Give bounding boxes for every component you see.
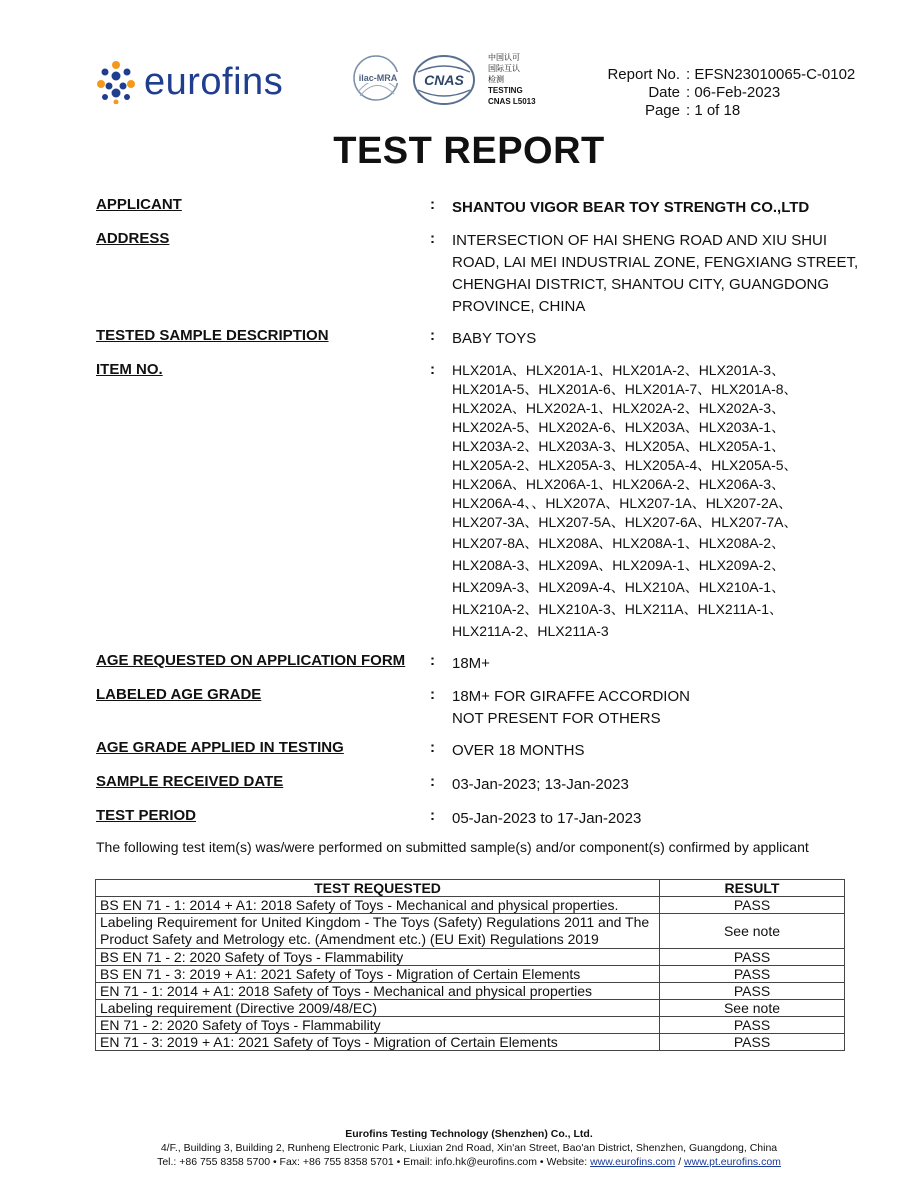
website-link[interactable]: www.eurofins.com	[590, 1156, 676, 1168]
test-cell: EN 71 - 2: 2020 Safety of Toys - Flammability	[96, 1017, 660, 1034]
colon: :	[430, 773, 435, 790]
age-applied-label: AGE GRADE APPLIED IN TESTING	[96, 739, 344, 756]
colon: :	[430, 739, 435, 756]
footer-contact	[0, 1155, 900, 1169]
item-no-label: ITEM NO.	[96, 361, 163, 378]
address-line: INTERSECTION OF HAI SHENG ROAD AND XIU SHUI	[452, 232, 828, 249]
report-no-value: : EFSN23010065-C-0102	[686, 66, 856, 83]
item-no-line: HLX201A、HLX201A-1、HLX201A-2、HLX201A-3、	[452, 362, 786, 378]
labeled-age-line: 18M+ FOR GIRAFFE ACCORDION	[452, 688, 690, 705]
table-row	[96, 983, 845, 1000]
item-no-line: HLX202A、HLX202A-1、HLX202A-2、HLX202A-3、	[452, 400, 786, 416]
item-no-line: HLX207-3A、HLX207-5A、HLX207-6A、HLX207-7A、	[452, 514, 798, 530]
table-row	[96, 1034, 845, 1051]
applicant-label: APPLICANT	[96, 196, 182, 213]
column-header-test: TEST REQUESTED	[96, 880, 660, 897]
address-label: ADDRESS	[96, 230, 170, 247]
item-no-line: HLX207-8A、HLX208A、HLX208A-1、HLX208A-2、	[452, 535, 786, 551]
test-cell: Labeling Requirement for United Kingdom - The Toys (Safety) Regulations 2011 and The Product Safety and Metrology etc. (Amendment etc.) (EU Exit) Regulations 2019	[96, 914, 660, 949]
item-no-line: HLX203A-2、HLX203A-3、HLX205A、HLX205A-1、	[452, 438, 786, 454]
colon: :	[430, 686, 435, 703]
age-applied-value: OVER 18 MONTHS	[452, 742, 585, 759]
link-separator: /	[675, 1156, 685, 1168]
address-line: ROAD, LAI MEI INDUSTRIAL ZONE, FENGXIANG STREET,	[452, 254, 859, 271]
result-cell: PASS	[660, 1017, 845, 1034]
eurofins-dots-icon	[96, 60, 136, 104]
page-title: TEST REPORT	[333, 130, 605, 172]
page-value: : 1 of 18	[686, 102, 741, 119]
cnas-line: 中国认可	[488, 53, 520, 62]
website-pt-link[interactable]: www.pt.eurofins.com	[684, 1156, 781, 1168]
labeled-age-value	[452, 686, 882, 730]
table-row	[96, 949, 845, 966]
address-line: CHENGHAI DISTRICT, SHANTOU CITY, GUANGDONG	[452, 276, 829, 293]
cnas-line: CNAS L5013	[488, 97, 536, 106]
item-no-line: HLX206A、HLX206A-1、HLX206A-2、HLX206A-3、	[452, 476, 786, 492]
colon: :	[430, 361, 435, 378]
footer-contact-text: Tel.: +86 755 8358 5700 • Fax: +86 755 8358 5701 • Email: info.hk@eurofins.com • Website:	[157, 1156, 591, 1168]
page-label: Page	[644, 102, 680, 119]
address-value	[452, 230, 882, 318]
report-no-label: Report No.	[607, 66, 680, 83]
table-row	[96, 897, 845, 914]
age-requested-label: AGE REQUESTED ON APPLICATION FORM	[96, 652, 406, 669]
sample-desc-label: TESTED SAMPLE DESCRIPTION	[96, 327, 329, 344]
cnas-icon	[414, 56, 474, 104]
result-cell: See note	[660, 914, 845, 949]
applicant-value: SHANTOU VIGOR BEAR TOY STRENGTH CO.,LTD	[452, 199, 810, 216]
footer-address: 4/F., Building 3, Building 2, Runheng Electronic Park, Liuxian 2nd Road, Xin'an Street, Bao'an District, Shenzhen, Guangdong, China	[160, 1142, 778, 1154]
colon: :	[430, 652, 435, 669]
column-header-result: RESULT	[660, 880, 845, 897]
age-requested-value: 18M+	[452, 655, 490, 672]
item-no-line: HLX201A-5、HLX201A-6、HLX201A-7、HLX201A-8、	[452, 381, 798, 397]
table-row	[96, 914, 845, 949]
cnas-line: 国际互认	[488, 64, 520, 73]
item-no-line: HLX211A-2、HLX211A-3	[452, 623, 609, 639]
ilac-mra-icon	[354, 56, 402, 100]
eurofins-logo	[96, 60, 283, 104]
result-cell: See note	[660, 1000, 845, 1017]
test-cell: BS EN 71 - 1: 2014 + A1: 2018 Safety of Toys - Mechanical and physical properties.	[96, 897, 660, 914]
colon: :	[430, 196, 435, 213]
test-cell: EN 71 - 3: 2019 + A1: 2021 Safety of Toys - Migration of Certain Elements	[96, 1034, 660, 1051]
table-row	[96, 1017, 845, 1034]
item-no-line: HLX202A-5、HLX202A-6、HLX203A、HLX203A-1、	[452, 419, 786, 435]
test-cell: BS EN 71 - 2: 2020 Safety of Toys - Flammability	[96, 949, 660, 966]
svg-text:ilac-MRA: ilac-MRA	[358, 73, 398, 83]
test-period-value: 05-Jan-2023 to 17-Jan-2023	[452, 810, 642, 827]
cnas-line: TESTING	[488, 86, 523, 95]
date-label: Date	[648, 84, 680, 101]
received-date-label: SAMPLE RECEIVED DATE	[96, 773, 284, 790]
table-row	[96, 1000, 845, 1017]
svg-text:CNAS: CNAS	[424, 72, 464, 88]
table-row	[96, 966, 845, 983]
test-cell: BS EN 71 - 3: 2019 + A1: 2021 Safety of Toys - Migration of Certain Elements	[96, 966, 660, 983]
footer-company: Eurofins Testing Technology (Shenzhen) Co., Ltd.	[345, 1128, 593, 1140]
table-header-row	[96, 880, 845, 897]
test-cell: EN 71 - 1: 2014 + A1: 2018 Safety of Toys - Mechanical and physical properties	[96, 983, 660, 1000]
result-cell: PASS	[660, 949, 845, 966]
date-value: : 06-Feb-2023	[686, 84, 781, 101]
footer	[0, 1127, 900, 1169]
sample-desc-value: BABY TOYS	[452, 330, 537, 347]
received-date-value: 03-Jan-2023; 13-Jan-2023	[452, 776, 629, 793]
item-no-line: HLX208A-3、HLX209A、HLX209A-1、HLX209A-2、	[452, 557, 786, 573]
cnas-accreditation-text	[488, 52, 536, 107]
labeled-age-line: NOT PRESENT FOR OTHERS	[452, 710, 661, 727]
result-cell: PASS	[660, 897, 845, 914]
colon: :	[430, 807, 435, 824]
result-cell: PASS	[660, 1034, 845, 1051]
colon: :	[430, 230, 435, 247]
address-line: PROVINCE, CHINA	[452, 298, 586, 315]
item-no-line: HLX206A-4、、HLX207A、HLX207-1A、HLX207-2A、	[452, 495, 793, 511]
item-no-line: HLX210A-2、HLX210A-3、HLX211A、HLX211A-1、	[452, 601, 783, 617]
item-no-line: HLX209A-3、HLX209A-4、HLX210A、HLX210A-1、	[452, 579, 786, 595]
test-period-label: TEST PERIOD	[96, 807, 197, 824]
item-no-line: HLX205A-2、HLX205A-3、HLX205A-4、HLX205A-5、	[452, 457, 798, 473]
item-no-list	[452, 361, 882, 642]
cnas-line: 检测	[488, 75, 504, 84]
report-meta	[600, 66, 855, 120]
logo-wordmark: eurofins	[144, 61, 284, 103]
result-cell: PASS	[660, 983, 845, 1000]
tests-table	[95, 879, 845, 1051]
colon: :	[430, 327, 435, 344]
labeled-age-label: LABELED AGE GRADE	[96, 686, 262, 703]
result-cell: PASS	[660, 966, 845, 983]
intro-text: The following test item(s) was/were performed on submitted sample(s) and/or component(s) confirmed by applicant	[96, 839, 809, 855]
test-cell: Labeling requirement (Directive 2009/48/EC)	[96, 1000, 660, 1017]
